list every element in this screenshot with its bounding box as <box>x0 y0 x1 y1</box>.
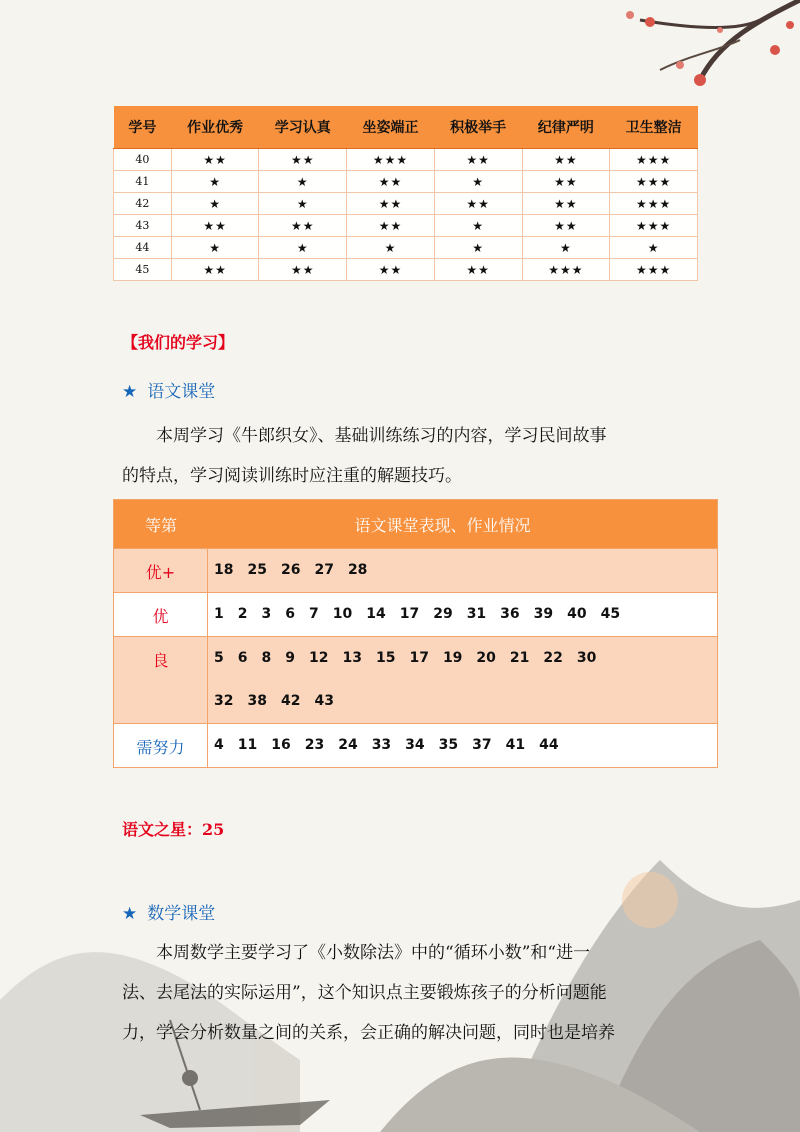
grade-level-label: 优 <box>114 593 208 636</box>
student-number: 2 <box>237 606 248 622</box>
student-number: 29 <box>433 606 453 622</box>
star-rating-cell: ★ <box>171 171 259 193</box>
star-table-header <box>114 106 698 149</box>
student-number: 38 <box>247 693 267 709</box>
star-table-row <box>114 149 698 171</box>
grade-row <box>114 592 717 636</box>
student-number: 6 <box>237 650 248 666</box>
section-title: 【我们的学习】 <box>122 333 235 352</box>
star-rating-cell: ★ <box>171 193 259 215</box>
star-rating-cell: ★ <box>434 237 522 259</box>
student-number: 12 <box>309 650 329 666</box>
student-number: 44 <box>539 737 559 753</box>
student-number: 31 <box>466 606 487 622</box>
student-id-cell: 40 <box>114 149 172 171</box>
student-number: 6 <box>285 606 295 622</box>
star-table-row <box>114 259 698 281</box>
student-number: 23 <box>304 737 325 753</box>
star-rating-cell: ★★ <box>171 259 259 281</box>
student-number: 3 <box>261 606 272 622</box>
chinese-paragraph <box>122 416 682 496</box>
star-rating-cell: ★ <box>259 193 347 215</box>
star-rating-cell: ★ <box>171 237 259 259</box>
student-number-line <box>214 549 711 592</box>
star-rating-cell: ★ <box>610 237 698 259</box>
student-number: 16 <box>271 737 291 753</box>
student-id-cell: 42 <box>114 193 172 215</box>
student-number: 26 <box>280 562 301 578</box>
student-number: 19 <box>442 650 463 666</box>
student-id-cell: 45 <box>114 259 172 281</box>
student-number: 40 <box>567 606 587 622</box>
student-id-cell: 44 <box>114 237 172 259</box>
student-number-line <box>214 637 711 680</box>
grade-level-label: 优+ <box>114 549 208 592</box>
student-number: 42 <box>280 693 301 709</box>
student-number: 36 <box>500 606 520 622</box>
grade-row <box>114 636 717 723</box>
student-number: 28 <box>347 562 368 578</box>
star-rating-cell: ★★★ <box>522 259 610 281</box>
header-posture: 坐姿端正 <box>347 106 435 149</box>
star-rating-cell: ★★ <box>347 193 435 215</box>
star-table-row <box>114 193 698 215</box>
math-heading-label: 数学课堂 <box>147 904 216 924</box>
student-number: 25 <box>247 562 267 578</box>
star-rating-cell: ★★ <box>522 193 610 215</box>
math-heading <box>122 899 215 924</box>
student-number: 7 <box>309 606 319 622</box>
student-number: 1 <box>214 606 224 622</box>
star-rating-cell: ★ <box>434 171 522 193</box>
grade-level-label: 良 <box>114 637 208 723</box>
student-number: 13 <box>342 650 362 666</box>
student-number: 33 <box>371 737 392 753</box>
header-hygiene: 卫生整洁 <box>610 106 698 149</box>
chinese-star-of-week: 语文之星：25 <box>122 820 225 839</box>
student-number: 10 <box>332 606 353 622</box>
student-number: 14 <box>366 606 386 622</box>
star-rating-cell: ★★ <box>259 259 347 281</box>
star-rating-table <box>113 106 698 281</box>
star-table-row <box>114 171 698 193</box>
student-number-line <box>214 724 711 767</box>
star-icon: ★ <box>122 904 138 924</box>
header-participation: 积极举手 <box>434 106 522 149</box>
header-homework: 作业优秀 <box>171 106 259 149</box>
student-id-cell: 41 <box>114 171 172 193</box>
student-number: 17 <box>409 650 429 666</box>
star-rating-cell: ★ <box>259 237 347 259</box>
grade-header-performance: 语文课堂表现、作业情况 <box>354 515 531 535</box>
chinese-heading-label: 语文课堂 <box>147 382 216 402</box>
student-number: 34 <box>405 737 425 753</box>
student-number-line <box>214 593 711 636</box>
student-number: 4 <box>214 737 224 753</box>
student-number-line <box>214 680 711 723</box>
student-number: 24 <box>338 737 358 753</box>
star-table-row <box>114 215 698 237</box>
student-number: 17 <box>399 606 420 622</box>
chinese-paragraph-line: 本周学习《牛郎织女》、基础训练练习的内容，学习民间故事 <box>156 426 607 446</box>
star-rating-cell: ★★★ <box>610 259 698 281</box>
math-paragraph-line: 力，学会分析数量之间的关系，会正确的解决问题，同时也是培养 <box>122 1023 615 1043</box>
star-rating-cell: ★★★ <box>610 215 698 237</box>
star-rating-cell: ★ <box>347 237 435 259</box>
star-rating-cell: ★★★ <box>610 171 698 193</box>
student-number: 45 <box>600 606 621 622</box>
star-rating-cell: ★★ <box>434 149 522 171</box>
chinese-paragraph-line: 的特点，学习阅读训练时应注重的解题技巧。 <box>122 466 462 486</box>
student-number: 21 <box>509 650 530 666</box>
math-paragraph-line: 本周数学主要学习了《小数除法》中的“循环小数”和“进一 <box>156 943 591 963</box>
grade-level-label: 需努力 <box>114 724 208 767</box>
star-rating-cell: ★★ <box>434 193 522 215</box>
star-rating-cell: ★★ <box>434 259 522 281</box>
chinese-heading <box>122 377 215 402</box>
student-id-cell: 43 <box>114 215 172 237</box>
student-number: 41 <box>505 737 526 753</box>
student-number: 15 <box>375 650 396 666</box>
star-rating-cell: ★★ <box>522 149 610 171</box>
student-number: 32 <box>214 693 234 709</box>
math-paragraph <box>122 933 687 1053</box>
star-table-row <box>114 237 698 259</box>
math-paragraph-line: 法、去尾法的实际运用”，这个知识点主要锻炼孩子的分析问题能 <box>122 983 607 1003</box>
student-number: 30 <box>576 650 597 666</box>
header-diligence: 学习认真 <box>259 106 347 149</box>
grade-header-level: 等第 <box>144 515 177 535</box>
grade-table-rows <box>114 548 717 767</box>
star-rating-cell: ★★★ <box>610 193 698 215</box>
star-rating-cell: ★★ <box>522 215 610 237</box>
star-rating-cell: ★★★ <box>347 149 435 171</box>
student-number-list <box>208 593 717 636</box>
student-number-list <box>208 637 717 723</box>
star-rating-cell: ★★ <box>259 215 347 237</box>
header-discipline: 纪律严明 <box>522 106 610 149</box>
student-number: 11 <box>237 737 258 753</box>
student-number: 20 <box>476 650 496 666</box>
student-number: 18 <box>214 562 234 578</box>
student-number: 22 <box>543 650 563 666</box>
star-rating-cell: ★★★ <box>610 149 698 171</box>
student-number: 9 <box>285 650 295 666</box>
star-rating-cell: ★★ <box>171 149 259 171</box>
star-rating-cell: ★★ <box>171 215 259 237</box>
header-student-id: 学号 <box>114 106 172 149</box>
student-number: 43 <box>314 693 334 709</box>
star-rating-cell: ★ <box>259 171 347 193</box>
student-number-list <box>208 724 717 767</box>
star-rating-cell: ★ <box>434 215 522 237</box>
star-rating-cell: ★ <box>522 237 610 259</box>
star-table-body <box>114 149 698 281</box>
student-number: 35 <box>438 737 459 753</box>
student-number: 8 <box>261 650 272 666</box>
grade-row <box>114 723 717 767</box>
star-rating-cell: ★★ <box>347 215 435 237</box>
student-number: 5 <box>214 650 224 666</box>
star-rating-cell: ★★ <box>347 171 435 193</box>
star-icon: ★ <box>122 382 138 402</box>
star-rating-cell: ★★ <box>347 259 435 281</box>
grade-row <box>114 548 717 592</box>
student-number: 27 <box>314 562 334 578</box>
chinese-grade-table <box>113 499 718 768</box>
grade-table-header <box>114 500 717 548</box>
student-number: 39 <box>533 606 554 622</box>
student-number: 37 <box>472 737 492 753</box>
student-number-list <box>208 549 717 592</box>
star-rating-cell: ★★ <box>522 171 610 193</box>
star-rating-cell: ★★ <box>259 149 347 171</box>
